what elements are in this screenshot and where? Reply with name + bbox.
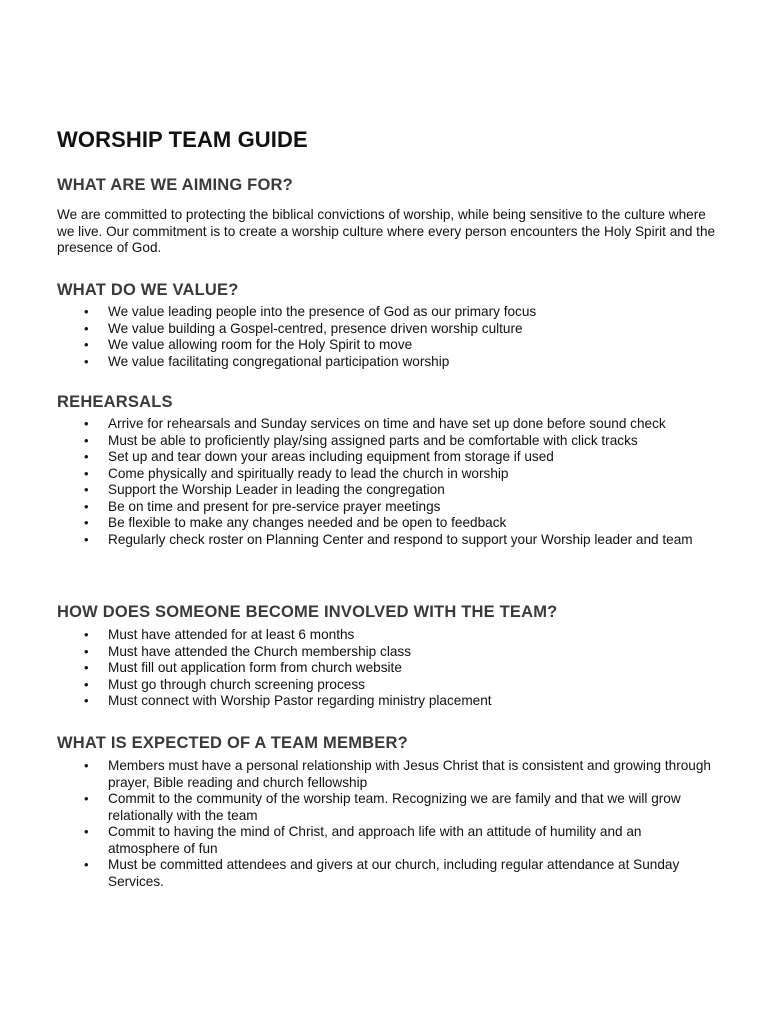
bullet-icon: • bbox=[84, 515, 89, 530]
list-item bbox=[57, 824, 717, 857]
list-item-text: Regularly check roster on Planning Center and respond to support your Worship leader and team bbox=[108, 531, 693, 547]
list-item bbox=[57, 499, 717, 516]
section-paragraph-aiming: We are committed to protecting the biblical convictions of worship, while being sensitive to the culture where we live. Our commitment is to create a worship culture where every person encounters the Holy Spirit and the presence of God. bbox=[57, 207, 716, 255]
list-item bbox=[57, 321, 717, 338]
bullet-icon: • bbox=[84, 416, 89, 431]
list-item-text: Set up and tear down your areas including equipment from storage if used bbox=[108, 449, 554, 464]
bullet-icon: • bbox=[84, 643, 89, 659]
bullet-icon: • bbox=[84, 304, 89, 319]
bullet-icon: • bbox=[84, 627, 89, 642]
document-title: WORSHIP TEAM GUIDE bbox=[57, 127, 308, 152]
section-heading-rehearsals: REHEARSALS bbox=[57, 393, 173, 411]
list-item-text: Must fill out application form from church website bbox=[108, 660, 402, 675]
list-item bbox=[57, 433, 717, 450]
bullet-icon: • bbox=[84, 465, 89, 481]
section-heading-expected: WHAT IS EXPECTED OF A TEAM MEMBER? bbox=[57, 734, 408, 752]
list-item bbox=[57, 515, 717, 532]
bullet-list-involved bbox=[57, 627, 717, 710]
bullet-icon: • bbox=[84, 857, 89, 872]
list-item-text: Members must have a personal relationship with Jesus Christ that is consistent and growing through prayer, Bible reading and church fellowship bbox=[108, 758, 711, 790]
bullet-icon: • bbox=[84, 676, 89, 692]
section-heading-aiming: WHAT ARE WE AIMING FOR? bbox=[57, 176, 293, 194]
list-item bbox=[57, 627, 717, 644]
list-item-text: Arrive for rehearsals and Sunday services on time and have set up done before sound check bbox=[108, 416, 666, 431]
bullet-list-rehearsals bbox=[57, 416, 717, 548]
list-item bbox=[57, 304, 717, 321]
bullet-icon: • bbox=[84, 693, 89, 708]
list-item-text: Must go through church screening process bbox=[108, 676, 365, 692]
list-item bbox=[57, 758, 717, 791]
bullet-icon: • bbox=[84, 758, 89, 773]
list-item bbox=[57, 337, 717, 354]
list-item-text: Must be committed attendees and givers at our church, including regular attendance at Sunday Services. bbox=[108, 857, 680, 889]
list-item-text: Must connect with Worship Pastor regarding ministry placement bbox=[108, 693, 492, 708]
bullet-icon: • bbox=[84, 531, 89, 547]
list-item-text: We value leading people into the presence of God as our primary focus bbox=[108, 304, 537, 319]
bullet-icon: • bbox=[84, 498, 89, 514]
bullet-icon: • bbox=[84, 824, 89, 839]
list-item-text: Come physically and spiritually ready to lead the church in worship bbox=[108, 465, 509, 481]
list-item bbox=[57, 482, 717, 499]
list-item-text: Must have attended for at least 6 months bbox=[108, 627, 355, 642]
bullet-icon: • bbox=[84, 449, 89, 464]
list-item bbox=[57, 644, 717, 661]
list-item-text: Commit to the community of the worship team. Recognizing we are family and that we will grow relationally with the team bbox=[108, 791, 681, 823]
bullet-icon: • bbox=[84, 660, 89, 675]
bullet-icon: • bbox=[84, 320, 89, 336]
bullet-icon: • bbox=[84, 432, 89, 448]
list-item bbox=[57, 693, 717, 710]
list-item-text: We value building a Gospel-centred, presence driven worship culture bbox=[108, 320, 523, 336]
list-item bbox=[57, 532, 717, 549]
bullet-icon: • bbox=[84, 353, 89, 369]
list-item-text: Must be able to proficiently play/sing assigned parts and be comfortable with click tracks bbox=[108, 432, 638, 448]
list-item bbox=[57, 857, 717, 890]
list-item bbox=[57, 354, 717, 371]
list-item-text: We value facilitating congregational participation worship bbox=[108, 353, 450, 369]
list-item bbox=[57, 466, 717, 483]
bullet-list-expected bbox=[57, 758, 717, 890]
list-item bbox=[57, 449, 717, 466]
section-heading-involved: HOW DOES SOMEONE BECOME INVOLVED WITH THE TEAM? bbox=[57, 603, 558, 621]
list-item-text: Support the Worship Leader in leading the congregation bbox=[108, 482, 445, 497]
bullet-icon: • bbox=[84, 791, 89, 806]
list-item-text: Commit to having the mind of Christ, and approach life with an attitude of humility and an atmosphere of fun bbox=[108, 824, 642, 856]
list-item-text: Be on time and present for pre-service prayer meetings bbox=[108, 498, 441, 514]
section-heading-value: WHAT DO WE VALUE? bbox=[57, 281, 239, 299]
list-item bbox=[57, 416, 717, 433]
list-item bbox=[57, 791, 717, 824]
bullet-icon: • bbox=[84, 482, 89, 497]
list-item-text: Be flexible to make any changes needed and be open to feedback bbox=[108, 515, 507, 530]
bullet-icon: • bbox=[84, 337, 89, 352]
list-item bbox=[57, 677, 717, 694]
list-item bbox=[57, 660, 717, 677]
list-item-text: Must have attended the Church membership class bbox=[108, 643, 411, 659]
list-item-text: We value allowing room for the Holy Spirit to move bbox=[108, 337, 413, 352]
bullet-list-value bbox=[57, 304, 717, 370]
